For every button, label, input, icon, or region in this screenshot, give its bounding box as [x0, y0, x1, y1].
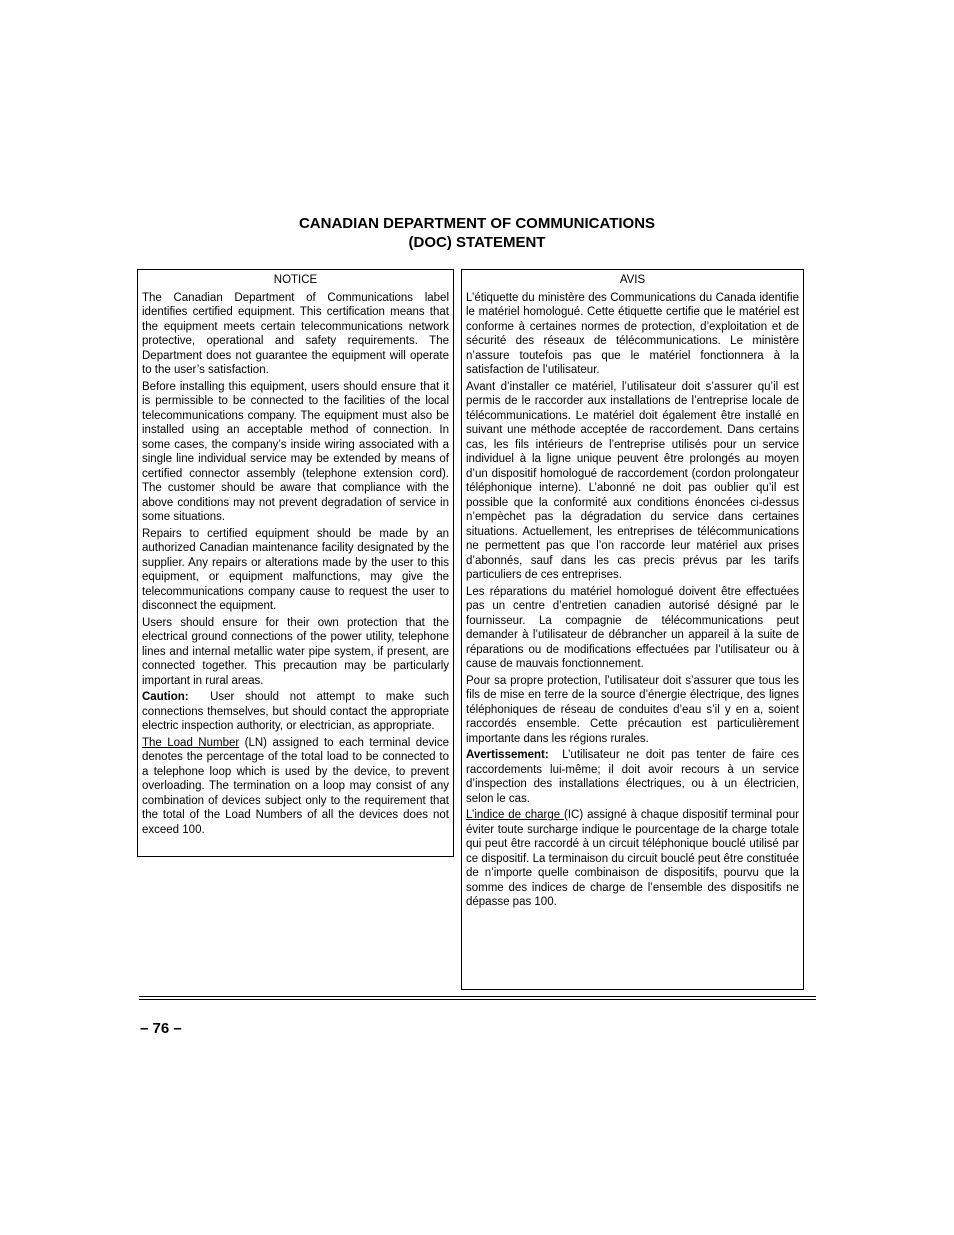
- notice-paragraph-load-number: [142, 736, 449, 838]
- avis-paragraph-indice-charge: [466, 808, 799, 910]
- notice-paragraph-grounding: Users should ensure for their own protection that the electrical ground connections of the power utility, telephone lines and internal metallic water pipe system, if present, are connected together. This precaution may be particularly important in rural areas.: [142, 616, 449, 687]
- indice-charge-text: (IC) assigné à chaque dispositif terminal pour éviter toute surcharge indique le pourcentage de la charge totale qui peut être raccordé à un circuit téléphonique bouclé utilisé par ce dispositif. La terminaison du circuit bouclé peut être constituée de n’importe quelle combinaison de dispositifs, pourvu que la somme des indices de charge de l’ensemble des dispositifs ne dépasse pas 100.: [466, 809, 799, 908]
- notice-box: [137, 269, 454, 857]
- avis-box: [461, 269, 804, 990]
- notice-paragraph-certification: The Canadian Department of Communications label identifies certified equipment. This certification means that the equipment meets certain telecommunications network protective, operational and safety requirements. The Department does not guarantee the equipment will operate to the user’s satisfaction.: [142, 291, 449, 376]
- page-subtitle: (DOC) STATEMENT: [408, 234, 546, 251]
- notice-paragraph-installation: Before installing this equipment, users should ensure that it is permissible to be connected to the facilities of the local telecommunications company. The equipment must also be installed using an acceptable method of connection. In some cases, the company’s inside wiring associated with a single line individual service may be extended by means of certified connector assembly (telephone extension cord). The customer should be aware that compliance with the above conditions may not prevent degradation of service in some situations.: [142, 380, 449, 523]
- avis-paragraph-protection: Pour sa propre protection, l’utilisateur doit s’assurer que tous les fils de mise en terre de la source d’énergie électrique, des lignes téléphoniques de réseau de conduites d’eau s’il y en a, soient raccordés ensemble. Cette précaution est particulièrement importante dans les régions rurales.: [466, 674, 799, 745]
- load-number-text: (LN) assigned to each terminal device denotes the percentage of the total load to be connected to a telephone loop which is used by the device, to prevent overloading. The termination on a loop may consist of any combination of devices subject only to the requirement that the total of the Load Numbers of all the devices does not exceed 100.: [142, 736, 449, 836]
- page-number: – 76 –: [140, 1020, 182, 1037]
- notice-paragraph-caution: [142, 690, 449, 734]
- notice-heading: NOTICE: [273, 274, 318, 286]
- avertissement-label: Avertissement:: [466, 749, 549, 761]
- caution-label: Caution:: [142, 691, 189, 703]
- notice-paragraph-repairs: Repairs to certified equipment should be made by an authorized Canadian maintenance facility designated by the supplier. Any repairs or alterations made by the user to this equipment, or equipment malfunctions, may give the telecommunications company cause to request the user to disconnect the equipment.: [142, 527, 449, 612]
- avis-paragraph-installation: Avant d’installer ce matériel, l’utilisateur doit s’assurer qu’il est permis de le raccorder aux installations de l’entreprise locale de télécommunications. Le matériel doit également être installé en suivant une méthode acceptée de raccordement. Dans certains cas, les fils intérieurs de l’entreprise utilisés pour un service individuel à la ligne unique peuvent être prolongés au moyen d’un dispositif homologué de raccordement (cordon prolongateur téléphonique interne). L’abonné ne doit pas oublier qu’il est possible que la conformité aux conditions énoncées ci-dessus n’empèchet pas la dégradation du service dans certaines situations. Actuellement, les entreprises de télécommunications ne permettent pas que l’on raccorde leur matériel aux prises d’abonnés, sauf dans les cas precis prévus par les tarifs particuliers de ces entreprises.: [466, 380, 799, 581]
- footer-rule-bottom: [139, 999, 816, 1000]
- avis-heading: AVIS: [619, 274, 646, 286]
- caution-text: User should not attempt to make such connections themselves, but should contact the appropriate electric inspection authority, or electrician, as appropriate.: [142, 691, 450, 732]
- avis-paragraph-etiquette: L’étiquette du ministère des Communications du Canada identifie le matériel homologué. Cette étiquette certifie que le matériel est conforme à certaines normes de protection, d’exploitation et de sécurité des réseaux de télécommunications. Le ministère n’assure toutefois pas que le matériel fonctionnera à la satisfaction de l’utilisateur.: [466, 291, 799, 376]
- page-title: CANADIAN DEPARTMENT OF COMMUNICATIONS: [298, 215, 656, 232]
- avertissement-text: L’utilisateur ne doit pas tenter de faire ces raccordements lui-même; il doit avoir recours à un service d’inspection des installations électriques, ou à un électricien, selon le cas.: [466, 749, 799, 805]
- footer-rule-top: [139, 996, 816, 997]
- avis-paragraph-reparations: Les réparations du matériel homologué doivent être effectuées pas un centre d’entretien canadien autorisé désigné par le fournisseur. La compagnie de télécommunications peut demander à l’utilisateur de débrancher un appareil à la suite de réparations ou de modifications effectuées par l’utilisateur ou à cause de mauvais fonctionnement.: [466, 585, 799, 670]
- load-number-label: The Load Number: [142, 736, 240, 749]
- avis-paragraph-avertissement: [466, 748, 799, 806]
- indice-charge-label: L’indice de charge: [466, 809, 565, 821]
